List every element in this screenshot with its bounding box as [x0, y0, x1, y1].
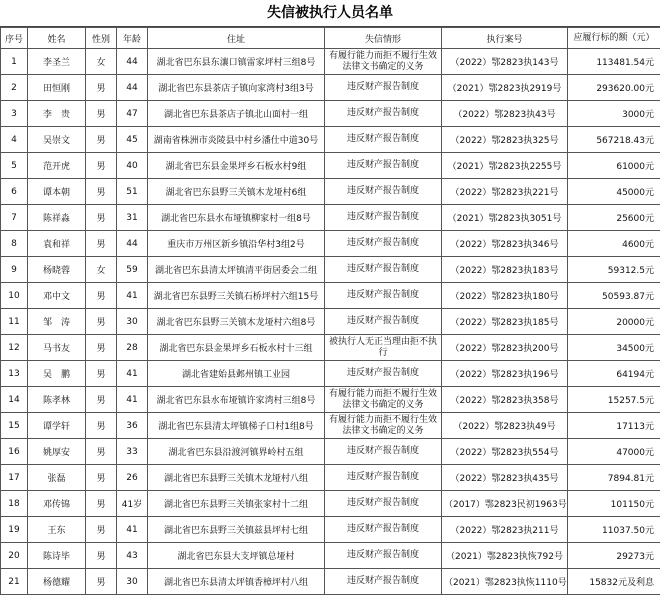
cell-case: （2022）鄂2823执183号	[442, 257, 568, 283]
table-row	[1, 127, 660, 153]
cell-situation: 有履行能力而拒不履行生效法律文书确定的义务	[325, 413, 442, 439]
cell-no: 17	[1, 465, 28, 491]
cell-no: 12	[1, 335, 28, 361]
cell-situation: 违反财产报告制度	[325, 257, 442, 283]
table-header-row	[1, 28, 660, 49]
header-age: 年龄	[117, 28, 148, 49]
cell-situation: 违反财产报告制度	[325, 465, 442, 491]
cell-address: 湖北省巴东县野三关镇木龙垭村6组	[148, 179, 325, 205]
table-row	[1, 517, 660, 543]
cell-address: 湖北省巴东县水布垭镇许家湾村三组8号	[148, 387, 325, 413]
cell-address: 湖北省巴东县野三关镇兹县坪村七组	[148, 517, 325, 543]
cell-case: （2022）鄂2823执143号	[442, 49, 568, 75]
cell-no: 19	[1, 517, 28, 543]
cell-age: 40	[117, 153, 148, 179]
cell-address: 湖北省巴东县沿渡河镇界岭村五组	[148, 439, 325, 465]
cell-amount: 47000元	[568, 439, 660, 465]
cell-amount: 567218.43元	[568, 127, 660, 153]
cell-gender: 男	[86, 205, 117, 231]
table-row	[1, 49, 660, 75]
cell-gender: 男	[86, 127, 117, 153]
cell-gender: 男	[86, 543, 117, 569]
cell-situation: 被执行人无正当理由拒不执行	[325, 335, 442, 361]
table-row	[1, 309, 660, 335]
cell-situation: 违反财产报告制度	[325, 569, 442, 595]
cell-amount: 15832元及利息	[568, 569, 660, 595]
cell-situation: 违反财产报告制度	[325, 543, 442, 569]
cell-address: 湖北省巴东县清太坪镇清平街居委会二组	[148, 257, 325, 283]
cell-address: 重庆市万州区新乡镇沿华村3组2号	[148, 231, 325, 257]
cell-no: 14	[1, 387, 28, 413]
cell-age: 59	[117, 257, 148, 283]
cell-case: （2022）鄂2823执200号	[442, 335, 568, 361]
cell-amount: 59312.5元	[568, 257, 660, 283]
cell-name: 范开虎	[28, 153, 86, 179]
cell-situation: 违反财产报告制度	[325, 127, 442, 153]
cell-age: 31	[117, 205, 148, 231]
cell-age: 30	[117, 309, 148, 335]
cell-gender: 男	[86, 517, 117, 543]
table-row	[1, 465, 660, 491]
header-case: 执行案号	[442, 28, 568, 49]
cell-age: 28	[117, 335, 148, 361]
cell-name: 邓中文	[28, 283, 86, 309]
cell-amount: 25600元	[568, 205, 660, 231]
cell-situation: 违反财产报告制度	[325, 179, 442, 205]
defaulter-table	[0, 27, 660, 595]
cell-situation: 违反财产报告制度	[325, 75, 442, 101]
table-row	[1, 413, 660, 439]
cell-gender: 男	[86, 179, 117, 205]
cell-amount: 11037.50元	[568, 517, 660, 543]
cell-situation: 违反财产报告制度	[325, 283, 442, 309]
cell-address: 湖北省巴东县水布垭镇柳家村一组8号	[148, 205, 325, 231]
cell-name: 李 贵	[28, 101, 86, 127]
cell-amount: 50593.87元	[568, 283, 660, 309]
cell-age: 43	[117, 543, 148, 569]
cell-gender: 男	[86, 361, 117, 387]
cell-gender: 男	[86, 153, 117, 179]
cell-case: （2021）鄂2823执3051号	[442, 205, 568, 231]
table-row	[1, 543, 660, 569]
table-row	[1, 75, 660, 101]
cell-address: 湖北省巴东县大支坪镇总垭村	[148, 543, 325, 569]
cell-situation: 违反财产报告制度	[325, 491, 442, 517]
header-amount: 应履行标的额（元）	[568, 28, 660, 49]
cell-age: 44	[117, 75, 148, 101]
cell-case: （2022）鄂2823执358号	[442, 387, 568, 413]
cell-gender: 男	[86, 283, 117, 309]
cell-name: 田恒刚	[28, 75, 86, 101]
cell-case: （2022）鄂2823执435号	[442, 465, 568, 491]
cell-amount: 15257.5元	[568, 387, 660, 413]
cell-address: 湖北省巴东县金果坪乡石板水村9组	[148, 153, 325, 179]
cell-gender: 男	[86, 491, 117, 517]
table-row	[1, 491, 660, 517]
cell-amount: 20000元	[568, 309, 660, 335]
cell-gender: 男	[86, 309, 117, 335]
header-name: 姓名	[28, 28, 86, 49]
cell-address: 湖北省巴东县野三关镇木龙垭村八组	[148, 465, 325, 491]
cell-gender: 男	[86, 413, 117, 439]
cell-address: 湖北省巴东县东瀼口镇雷家坪村三组8号	[148, 49, 325, 75]
cell-case: （2022）鄂2823执325号	[442, 127, 568, 153]
cell-case: （2021）鄂2823执恢792号	[442, 543, 568, 569]
table-row	[1, 179, 660, 205]
table-row	[1, 569, 660, 595]
cell-age: 45	[117, 127, 148, 153]
cell-case: （2022）鄂2823执180号	[442, 283, 568, 309]
cell-case: （2022）鄂2823执196号	[442, 361, 568, 387]
cell-name: 杨德耀	[28, 569, 86, 595]
cell-age: 51	[117, 179, 148, 205]
cell-situation: 违反财产报告制度	[325, 101, 442, 127]
cell-situation: 违反财产报告制度	[325, 153, 442, 179]
cell-amount: 64194元	[568, 361, 660, 387]
cell-no: 21	[1, 569, 28, 595]
cell-address: 湖北省巴东县野三关镇张家村十二组	[148, 491, 325, 517]
cell-situation: 违反财产报告制度	[325, 205, 442, 231]
cell-name: 姚厚安	[28, 439, 86, 465]
cell-name: 陈孝林	[28, 387, 86, 413]
table-row	[1, 231, 660, 257]
cell-no: 3	[1, 101, 28, 127]
cell-amount: 293620.00元	[568, 75, 660, 101]
table-row	[1, 439, 660, 465]
cell-no: 7	[1, 205, 28, 231]
cell-amount: 17113元	[568, 413, 660, 439]
cell-age: 33	[117, 439, 148, 465]
cell-gender: 男	[86, 387, 117, 413]
cell-name: 陈祥淼	[28, 205, 86, 231]
cell-amount: 45000元	[568, 179, 660, 205]
cell-no: 5	[1, 153, 28, 179]
cell-gender: 男	[86, 439, 117, 465]
cell-address: 湖北省建始县邺州镇工业园	[148, 361, 325, 387]
cell-name: 张磊	[28, 465, 86, 491]
cell-age: 44	[117, 49, 148, 75]
cell-amount: 3000元	[568, 101, 660, 127]
cell-case: （2022）鄂2823执211号	[442, 517, 568, 543]
cell-age: 30	[117, 569, 148, 595]
cell-name: 马书友	[28, 335, 86, 361]
cell-no: 10	[1, 283, 28, 309]
cell-no: 20	[1, 543, 28, 569]
cell-name: 王东	[28, 517, 86, 543]
cell-gender: 女	[86, 257, 117, 283]
table-row	[1, 257, 660, 283]
header-gender: 性别	[86, 28, 117, 49]
cell-gender: 男	[86, 335, 117, 361]
cell-case: （2022）鄂2823执49号	[442, 413, 568, 439]
cell-no: 6	[1, 179, 28, 205]
cell-age: 47	[117, 101, 148, 127]
cell-name: 邹 涛	[28, 309, 86, 335]
cell-age: 44	[117, 231, 148, 257]
cell-case: （2022）鄂2823执185号	[442, 309, 568, 335]
cell-address: 湖北省巴东县茶店子镇北山面村一组	[148, 101, 325, 127]
table-row	[1, 205, 660, 231]
cell-situation: 有履行能力而拒不履行生效法律文书确定的义务	[325, 387, 442, 413]
cell-amount: 34500元	[568, 335, 660, 361]
cell-name: 谭学轩	[28, 413, 86, 439]
cell-situation: 违反财产报告制度	[325, 517, 442, 543]
cell-address: 湖北省巴东县清太坪镇梯子口村1组8号	[148, 413, 325, 439]
cell-no: 4	[1, 127, 28, 153]
cell-name: 陈诗毕	[28, 543, 86, 569]
cell-no: 13	[1, 361, 28, 387]
cell-name: 吴崇文	[28, 127, 86, 153]
cell-case: （2022）鄂2823执554号	[442, 439, 568, 465]
cell-age: 41岁	[117, 491, 148, 517]
cell-situation: 违反财产报告制度	[325, 439, 442, 465]
cell-case: （2022）鄂2823执346号	[442, 231, 568, 257]
cell-address: 湖南省株洲市炎陵县中村乡潘仕中道30号	[148, 127, 325, 153]
cell-amount: 7894.81元	[568, 465, 660, 491]
cell-situation: 有履行能力而拒不履行生效法律文书确定的义务	[325, 49, 442, 75]
cell-age: 36	[117, 413, 148, 439]
cell-amount: 101150元	[568, 491, 660, 517]
cell-name: 袁和祥	[28, 231, 86, 257]
cell-gender: 男	[86, 101, 117, 127]
page-title: 失信被执行人员名单	[0, 0, 660, 27]
cell-case: （2021）鄂2823执2919号	[442, 75, 568, 101]
cell-no: 2	[1, 75, 28, 101]
cell-age: 26	[117, 465, 148, 491]
table-row	[1, 101, 660, 127]
cell-gender: 男	[86, 231, 117, 257]
cell-situation: 违反财产报告制度	[325, 309, 442, 335]
cell-case: （2021）鄂2823执2255号	[442, 153, 568, 179]
cell-name: 谭本朝	[28, 179, 86, 205]
table-row	[1, 361, 660, 387]
cell-amount: 113481.54元	[568, 49, 660, 75]
table-row	[1, 387, 660, 413]
cell-name: 吴 鹏	[28, 361, 86, 387]
cell-no: 1	[1, 49, 28, 75]
cell-address: 湖北省巴东县清太坪镇香樟坪村八组	[148, 569, 325, 595]
cell-age: 41	[117, 283, 148, 309]
cell-amount: 4600元	[568, 231, 660, 257]
cell-gender: 男	[86, 465, 117, 491]
cell-age: 41	[117, 517, 148, 543]
cell-name: 邓传锦	[28, 491, 86, 517]
header-situation: 失信情形	[325, 28, 442, 49]
cell-no: 16	[1, 439, 28, 465]
table-row	[1, 335, 660, 361]
header-no: 序号	[1, 28, 28, 49]
cell-address: 湖北省巴东县野三关镇木龙垭村六组8号	[148, 309, 325, 335]
cell-gender: 女	[86, 49, 117, 75]
cell-situation: 违反财产报告制度	[325, 231, 442, 257]
table-row	[1, 153, 660, 179]
cell-gender: 男	[86, 569, 117, 595]
cell-case: （2022）鄂2823执43号	[442, 101, 568, 127]
cell-no: 18	[1, 491, 28, 517]
cell-case: （2017）鄂2823民初1963号	[442, 491, 568, 517]
cell-address: 湖北省巴东县茶店子镇向家湾村3组3号	[148, 75, 325, 101]
cell-no: 15	[1, 413, 28, 439]
cell-case: （2021）鄂2823执恢1110号	[442, 569, 568, 595]
cell-gender: 男	[86, 75, 117, 101]
cell-age: 41	[117, 387, 148, 413]
cell-address: 湖北省巴东县金果坪乡石板水村十三组	[148, 335, 325, 361]
cell-amount: 61000元	[568, 153, 660, 179]
table-row	[1, 283, 660, 309]
cell-no: 9	[1, 257, 28, 283]
cell-address: 湖北省巴东县野三关镇石桥坪村六组15号	[148, 283, 325, 309]
cell-age: 41	[117, 361, 148, 387]
cell-name: 杨晓蓉	[28, 257, 86, 283]
header-address: 住址	[148, 28, 325, 49]
cell-no: 11	[1, 309, 28, 335]
cell-amount: 29273元	[568, 543, 660, 569]
cell-no: 8	[1, 231, 28, 257]
cell-name: 李圣兰	[28, 49, 86, 75]
cell-situation: 违反财产报告制度	[325, 361, 442, 387]
cell-case: （2022）鄂2823执221号	[442, 179, 568, 205]
